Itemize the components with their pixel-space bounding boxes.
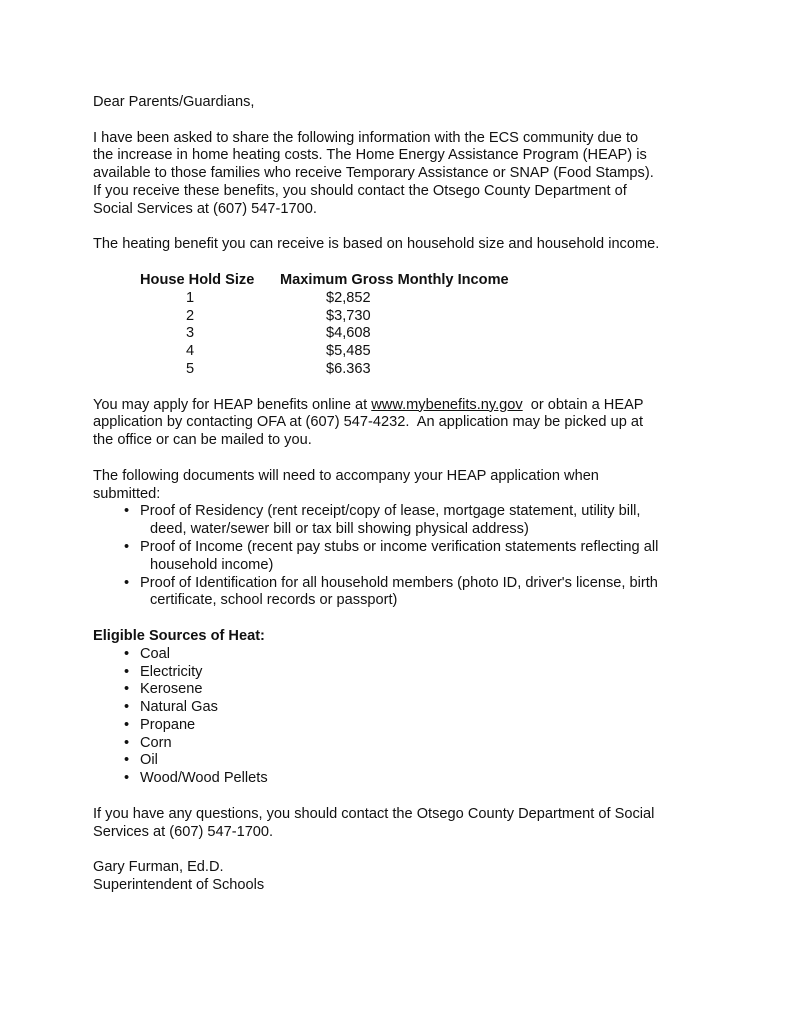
intro-paragraph (93, 130, 733, 219)
list-item (93, 503, 733, 539)
heat-sources-list (93, 646, 733, 788)
heat-source-label: Coal (140, 645, 171, 662)
heat-source-label: Corn (140, 734, 172, 751)
apply-text: or obtain a HEAP (522, 396, 644, 413)
table-row (140, 361, 540, 379)
income-cell: $3,730 (326, 307, 371, 324)
document-item-text: certificate, school records or passport) (150, 592, 398, 609)
heat-source-label: Natural Gas (140, 699, 218, 716)
household-size-cell: 5 (185, 360, 195, 377)
income-cell: $5,485 (326, 343, 371, 360)
signature-title: Superintendent of Schools (93, 877, 265, 894)
list-item (93, 539, 733, 575)
intro-line: the increase in home heating costs. The Home Energy Assistance Program (HEAP) is (93, 147, 647, 164)
document-item-text: Proof of Income (recent pay stubs or income verification statements reflecting all (140, 538, 659, 555)
household-size-cell: 4 (185, 343, 195, 360)
heat-source-label: Kerosene (140, 681, 203, 698)
income-cell: $4,608 (326, 325, 371, 342)
household-size-cell: 3 (185, 325, 195, 342)
heat-source-label: Oil (140, 752, 158, 769)
letter-page (93, 94, 733, 895)
heat-source-label: Propane (140, 716, 196, 733)
heat-sources-section (93, 628, 733, 788)
signature-name: Gary Furman, Ed.D. (93, 859, 224, 876)
document-item-text: Proof of Identification for all household members (photo ID, driver's license, birth (140, 574, 658, 591)
documents-list (93, 503, 733, 610)
mybenefits-link[interactable]: www.mybenefits.ny.gov (371, 396, 523, 413)
income-cell: $6.363 (326, 360, 371, 377)
documents-intro: submitted: (93, 485, 161, 502)
intro-line: I have been asked to share the following information with the ECS community due to (93, 129, 639, 146)
greeting: Dear Parents/Guardians, (93, 94, 255, 110)
bullet-icon: • (124, 574, 130, 591)
heat-source-label: Wood/Wood Pellets (140, 770, 268, 787)
document-item-text: deed, water/sewer bill or tax bill showing physical address) (150, 521, 529, 538)
apply-line: the office or can be mailed to you. (93, 432, 312, 449)
max-income-header: Maximum Gross Monthly Income (280, 271, 509, 288)
list-item (93, 664, 733, 682)
questions-line: If you have any questions, you should contact the Otsego County Department of Social (93, 805, 655, 822)
household-size-cell: 1 (185, 289, 195, 306)
signature-block (93, 859, 733, 895)
bullet-icon: • (124, 752, 130, 769)
bullet-icon: • (124, 699, 130, 716)
list-item (93, 770, 733, 788)
list-item (93, 575, 733, 611)
list-item (93, 717, 733, 735)
bullet-icon: • (124, 503, 130, 520)
intro-line: If you receive these benefits, you should contact the Otsego County Department of (93, 182, 627, 199)
bullet-icon: • (124, 734, 130, 751)
bullet-icon: • (124, 770, 130, 787)
document-item-text: Proof of Residency (rent receipt/copy of lease, mortgage statement, utility bill, (140, 503, 641, 520)
list-item (93, 699, 733, 717)
bullet-icon: • (124, 663, 130, 680)
list-item (93, 735, 733, 753)
list-item (93, 646, 733, 664)
household-size-cell: 2 (185, 307, 195, 324)
table-row (140, 325, 540, 343)
questions-line: Services at (607) 547-1700. (93, 823, 274, 840)
intro-line: available to those families who receive Temporary Assistance or SNAP (Food Stamps). (93, 165, 654, 182)
intro-line: Social Services at (607) 547-1700. (93, 200, 317, 217)
document-item-text: household income) (150, 556, 274, 573)
questions-paragraph (93, 806, 733, 842)
heat-sources-heading: Eligible Sources of Heat: (93, 627, 265, 644)
household-size-header: House Hold Size (140, 271, 255, 288)
bullet-icon: • (124, 716, 130, 733)
list-item (93, 752, 733, 770)
apply-text: You may apply for HEAP benefits online at (93, 396, 372, 413)
apply-line (93, 397, 733, 415)
documents-section (93, 468, 733, 610)
table-row (140, 308, 540, 326)
table-row (140, 290, 540, 308)
apply-line: application by contacting OFA at (607) 547-4232. An application may be picked up at (93, 414, 644, 431)
income-cell: $2,852 (326, 289, 371, 306)
list-item (93, 681, 733, 699)
documents-intro: The following documents will need to accompany your HEAP application when (93, 467, 599, 484)
bullet-icon: • (124, 681, 130, 698)
income-table (140, 272, 540, 379)
bullet-icon: • (124, 645, 130, 662)
bullet-icon: • (124, 538, 130, 555)
table-row (140, 343, 540, 361)
table-header-row (140, 272, 540, 290)
benefit-line: The heating benefit you can receive is based on household size and household income. (93, 236, 660, 253)
apply-paragraph (93, 397, 733, 450)
heat-source-label: Electricity (140, 663, 203, 680)
